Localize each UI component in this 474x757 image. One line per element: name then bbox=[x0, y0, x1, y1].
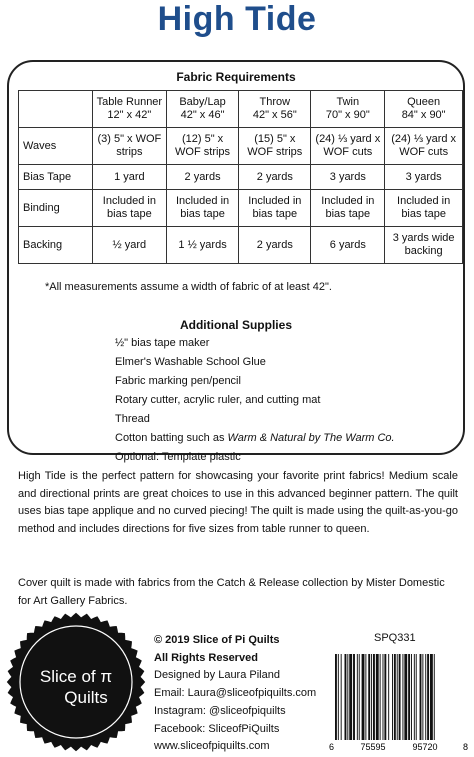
barcode-bar bbox=[357, 654, 358, 740]
fabric-requirements-heading: Fabric Requirements bbox=[176, 70, 296, 84]
row-label: Waves bbox=[19, 128, 93, 165]
barcode-bar bbox=[427, 654, 429, 740]
barcode-group2: 95720 bbox=[412, 742, 438, 752]
barcode-bar bbox=[347, 654, 348, 740]
barcode-bar bbox=[402, 654, 403, 740]
table-cell: 6 yards bbox=[311, 227, 385, 264]
website: www.sliceofpiquilts.com bbox=[154, 740, 270, 753]
batting-brand: Warm & Natural by The Warm Co. bbox=[227, 432, 395, 444]
barcode-bar bbox=[384, 654, 386, 740]
list-item: ½" bias tape maker bbox=[115, 337, 210, 349]
supplies-list bbox=[115, 334, 395, 467]
table-cell: 1 ½ yards bbox=[166, 227, 238, 264]
table-row bbox=[19, 128, 463, 165]
table-row bbox=[19, 227, 463, 264]
barcode-bar bbox=[416, 654, 417, 740]
table-cell: 2 yards bbox=[239, 165, 311, 190]
facebook: Facebook: SliceofPiQuilts bbox=[154, 722, 280, 735]
barcode-bar bbox=[434, 654, 435, 740]
barcode-bar bbox=[422, 654, 423, 740]
barcode-bar bbox=[420, 654, 422, 740]
table-cell: 2 yards bbox=[166, 165, 238, 190]
barcode-bar bbox=[371, 654, 372, 740]
barcode-bar bbox=[414, 654, 415, 740]
barcode-digit-right: 8 bbox=[463, 742, 469, 752]
table-cell: ½ yard bbox=[92, 227, 166, 264]
column-header: Twin 70" x 90" bbox=[311, 91, 385, 128]
table-cell: (12) 5" x WOF strips bbox=[166, 128, 238, 165]
row-label: Binding bbox=[19, 190, 93, 227]
email: Email: Laura@sliceofpiquilts.com bbox=[154, 687, 317, 700]
table-cell: (24) ⅓ yard x WOF cuts bbox=[311, 128, 385, 165]
barcode-bar bbox=[383, 654, 384, 740]
rights: All Rights Reserved bbox=[154, 651, 258, 664]
table-row bbox=[19, 165, 463, 190]
barcode-bar bbox=[365, 654, 366, 740]
barcode-bar bbox=[362, 654, 365, 740]
barcode-bar bbox=[392, 654, 393, 740]
barcode-bar bbox=[430, 654, 433, 740]
barcode-bar bbox=[380, 654, 381, 740]
barcode-bar bbox=[411, 654, 412, 740]
barcode-bar bbox=[425, 654, 426, 740]
barcode-bar bbox=[349, 654, 352, 740]
page-title: High Tide bbox=[157, 0, 317, 38]
list-item: Elmer's Washable School Glue bbox=[115, 356, 266, 368]
barcode-bar bbox=[373, 654, 375, 740]
list-item: Thread bbox=[115, 413, 150, 425]
table-cell: (15) 5" x WOF strips bbox=[239, 128, 311, 165]
pattern-description: High Tide is the perfect pattern for showcasing your favorite print fabrics! Medium scale and directional prints are great choices to use in this advanced beginner pattern. The quilt uses bias tape applique and no curved piecing! The quilt is made using the quilt-as-you-go method and includes directions for five sizes from table runner to queen. bbox=[18, 470, 458, 535]
publisher-info bbox=[154, 632, 316, 756]
table-cell: Included in bias tape bbox=[311, 190, 385, 227]
barcode-bar bbox=[404, 654, 407, 740]
instagram: Instagram: @sliceofpiquilts bbox=[154, 704, 286, 717]
sku-code: SPQ331 bbox=[374, 632, 416, 644]
barcode-bars bbox=[335, 654, 435, 740]
barcode-bar bbox=[397, 654, 398, 740]
logo-line1: Slice of π bbox=[39, 667, 113, 686]
table-cell: 1 yard bbox=[92, 165, 166, 190]
barcode-group1: 75595 bbox=[360, 742, 386, 752]
table-corner-cell bbox=[19, 91, 93, 128]
table-cell: 2 yards bbox=[239, 227, 311, 264]
additional-supplies-heading: Additional Supplies bbox=[179, 318, 292, 332]
table-cell: Included in bias tape bbox=[385, 190, 463, 227]
cover-note: Cover quilt is made with fabrics from the Catch & Release collection by Mister Domestic for Art Gallery Fabrics. bbox=[18, 577, 445, 607]
barcode-bar bbox=[376, 654, 379, 740]
table-cell: (24) ⅓ yard x WOF cuts bbox=[385, 128, 463, 165]
requirements-box bbox=[7, 60, 465, 463]
copyright: © 2019 Slice of Pi Quilts bbox=[154, 634, 280, 646]
table-cell: 3 yards bbox=[385, 165, 463, 190]
barcode-bar bbox=[399, 654, 401, 740]
table-cell: (3) 5" x WOF strips bbox=[92, 128, 166, 165]
list-item: Rotary cutter, acrylic ruler, and cutting mat bbox=[115, 394, 321, 406]
barcode-bar bbox=[394, 654, 396, 740]
column-header: Throw 42" x 56" bbox=[239, 91, 311, 128]
barcode-bar bbox=[368, 654, 370, 740]
barcode-bar bbox=[359, 654, 360, 740]
row-label: Backing bbox=[19, 227, 93, 264]
table-cell: Included in bias tape bbox=[166, 190, 238, 227]
batting-text: Cotton batting such as bbox=[115, 432, 228, 444]
measurement-note: *All measurements assume a width of fabric of at least 42". bbox=[45, 281, 332, 293]
list-item bbox=[115, 429, 395, 448]
row-label: Bias Tape bbox=[19, 165, 93, 190]
fabric-requirements-table bbox=[18, 90, 463, 264]
barcode-bar bbox=[408, 654, 410, 740]
list-item: Optional: Template plastic bbox=[115, 451, 241, 463]
list-item: Fabric marking pen/pencil bbox=[115, 375, 241, 387]
column-header: Queen 84" x 90" bbox=[385, 91, 463, 128]
table-cell: 3 yards bbox=[311, 165, 385, 190]
column-header: Baby/Lap 42" x 46" bbox=[166, 91, 238, 128]
table-cell: 3 yards wide backing bbox=[385, 227, 463, 264]
column-header: Table Runner 12" x 42" bbox=[92, 91, 166, 128]
table-cell: Included in bias tape bbox=[239, 190, 311, 227]
barcode-digit-left: 6 bbox=[329, 742, 335, 752]
barcode-bar bbox=[335, 654, 337, 740]
barcode-bar bbox=[345, 654, 347, 740]
table-row bbox=[19, 190, 463, 227]
barcode-icon bbox=[327, 652, 469, 754]
designer: Designed by Laura Piland bbox=[154, 669, 280, 682]
table-header-row bbox=[19, 91, 463, 128]
barcode-bar bbox=[388, 654, 389, 740]
logo-line2: Quilts bbox=[64, 688, 108, 707]
scalloped-circle-logo-icon bbox=[6, 612, 146, 752]
barcode-bar bbox=[341, 654, 342, 740]
barcode-bar bbox=[353, 654, 355, 740]
barcode-bar bbox=[338, 654, 339, 740]
table-cell: Included in bias tape bbox=[92, 190, 166, 227]
